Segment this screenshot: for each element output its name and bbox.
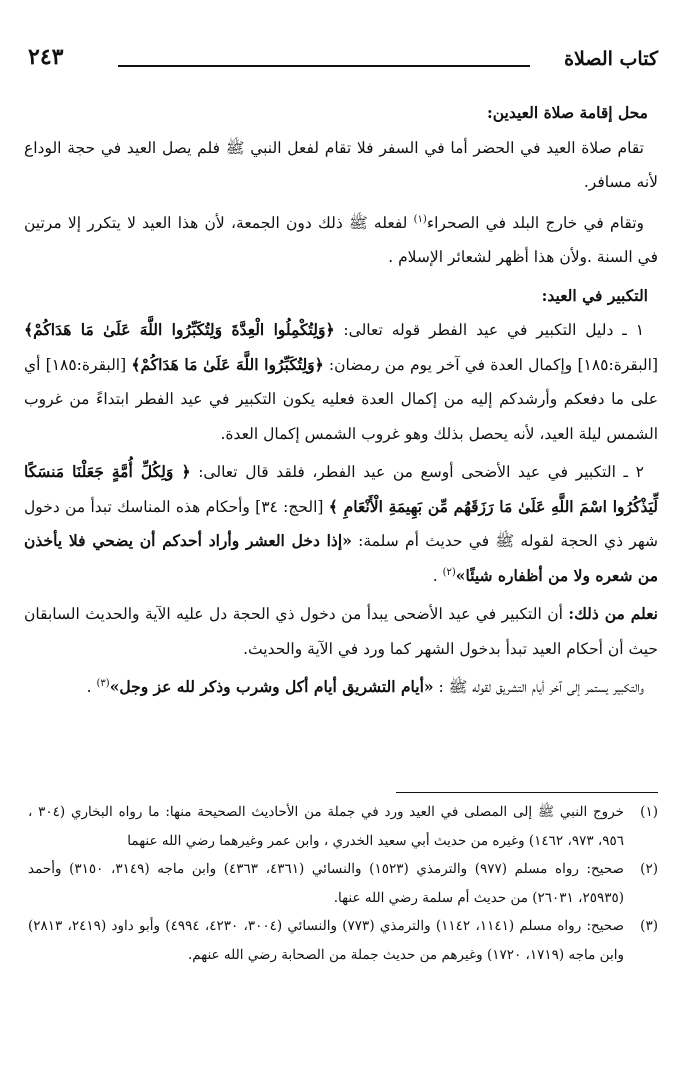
conclusion-label: نعلم من ذلك: bbox=[568, 604, 658, 623]
footnotes bbox=[28, 798, 658, 969]
footnote-2 bbox=[28, 855, 658, 912]
paragraph-text: وتقام في خارج البلد في الصحراء bbox=[426, 213, 645, 232]
page-number: ٢٤٣ bbox=[28, 44, 64, 70]
hadith-quote: «أيام التشريق أيام أكل وشرب وذكر لله عز وجل» bbox=[109, 677, 434, 696]
paragraph-text: . bbox=[86, 678, 97, 696]
footnote-text: صحيح: رواه مسلم (١١٤١، ١١٤٢) والترمذي (٧٧٣) والنسائي (٣٠٠٤، ٤٢٣٠، ٤٩٩٤) وأبو داود (٢٤١٩، ٢٨١٣) وابن ماجه (١٧١٩، ١٧٢٠) وغيرهم من حديث جملة من الصحابة رضي الله عنهم. bbox=[28, 918, 624, 963]
paragraph-text: لفعله ﷺ ذلك دون الجمعة، لأن هذا العيد لا يتكرر إلا مرتين في السنة .ولأن هذا أظهر لشعائر الإسلام . bbox=[24, 213, 658, 266]
paragraph-text: ١ ـ دليل التكبير في عيد الفطر قوله تعالى: bbox=[334, 321, 645, 339]
paragraph-text: [الحج: ٣٤] وأحكام هذه المناسك تبدأ من دخول شهر ذي الحجة لقوله ﷺ في حديث أم سلمة: bbox=[24, 497, 658, 550]
footnote-text: خروج النبي ﷺ إلى المصلى في العيد ورد في جملة من الأحاديث الصحيحة منها: ما رواه البخاري (٣٠٤ ، ٩٥٦، ٩٧٣، ١٤٦٢) وغيره من حديث أبي سعيد الخدري ، وابن عمر وغيرهما رضي الله عنهما bbox=[28, 804, 624, 849]
footnote-ref-3[interactable]: (٣) bbox=[96, 677, 110, 689]
paragraph-text: أن التكبير في عيد الأضحى يبدأ من دخول ذي الحجة دل عليه الآية والحديث السابقان حيث أن أحكام العيد تبدأ بدخول الشهر كما ورد في الآية والحديث. bbox=[24, 605, 658, 658]
paragraph-text: والتكبير يستمر إلى آخر أيام التشريق لقوله ﷺ : bbox=[433, 678, 644, 696]
footnote-3 bbox=[28, 912, 658, 969]
quran-verse: ﴿ وَلِكُلِّ أُمَّةٍ جَعَلْنَا مَنسَكًا لِّيَذْكُرُوا اسْمَ اللَّهِ عَلَىٰ مَا رَزَقَهُم مِّن بَهِيمَةِ الْأَنْعَامِ ﴾ bbox=[24, 462, 658, 516]
paragraph-tashreeq bbox=[24, 670, 658, 705]
header-rule bbox=[118, 65, 530, 67]
footnote-text: صحيح: رواه مسلم (٩٧٧) والترمذي (١٥٢٣) والنسائي (٤٣٦١، ٤٣٦٣) وابن ماجه (٣١٤٩، ٣١٥٠) وأحمد (٢٥٩٣٥، ٢٦٠٣١) من حديث أم سلمة رضي الله عنها. bbox=[28, 861, 624, 906]
section-heading-takbir: التكبير في العيد: bbox=[541, 285, 648, 305]
footnote-ref-1[interactable]: (١) bbox=[413, 213, 427, 225]
footnote-number: (٢) bbox=[640, 861, 658, 877]
paragraph-takbir-adha bbox=[24, 455, 658, 593]
main-text bbox=[24, 96, 658, 705]
paragraph-conclusion bbox=[24, 597, 658, 666]
paragraph-takbir-fitr bbox=[24, 313, 658, 451]
footnote-divider bbox=[396, 792, 658, 793]
chapter-title: كتاب الصلاة bbox=[564, 48, 658, 70]
page-header bbox=[28, 44, 658, 78]
paragraph-text: [البقرة:١٨٥] أي على ما دفعكم وأرشدكم إليه من إكمال العدة فعليه يكون التكبير في عيد الفطر ابتداءً من غروب الشمس ليلة العيد، لأنه يحصل بذلك وهو غروب الشمس إكمال العدة. bbox=[24, 355, 658, 443]
footnote-number: (٣) bbox=[640, 918, 658, 934]
hadith-quote: «إذا دخل العشر وأراد أحدكم أن يضحي فلا يأخذن من شعره ولا من أظفاره شيئًا» bbox=[24, 531, 658, 585]
footnote-number: (١) bbox=[640, 804, 658, 820]
quran-verse: ﴿وَلِتُكْمِلُوا الْعِدَّةَ وَلِتُكَبِّرُوا اللَّهَ عَلَىٰ مَا هَدَاكُمْ﴾ bbox=[24, 320, 335, 339]
paragraph-text: ٢ ـ التكبير في عيد الأضحى أوسع من عيد الفطر، فلقد قال تعالى: bbox=[190, 463, 644, 481]
section-heading-prayer-location: محل إقامة صلاة العيدين: bbox=[487, 103, 648, 122]
quran-verse: ﴿وَلِتُكَبِّرُوا اللَّهَ عَلَىٰ مَا هَدَاكُمْ﴾ bbox=[131, 354, 324, 374]
paragraph-text: . bbox=[432, 566, 443, 585]
paragraph-eid-outdoors bbox=[24, 206, 658, 275]
paragraph-text: [البقرة:١٨٥] وإكمال العدة في آخر يوم من رمضان: bbox=[323, 355, 659, 374]
footnote-ref-2[interactable]: (٢) bbox=[442, 566, 456, 578]
paragraph-eid-travel: تقام صلاة العيد في الحضر أما في السفر فلا تقام لفعل النبي ﷺ فلم يصل العيد في حجة الوداع لأنه مسافر. bbox=[24, 138, 658, 191]
footnote-1 bbox=[28, 798, 658, 855]
